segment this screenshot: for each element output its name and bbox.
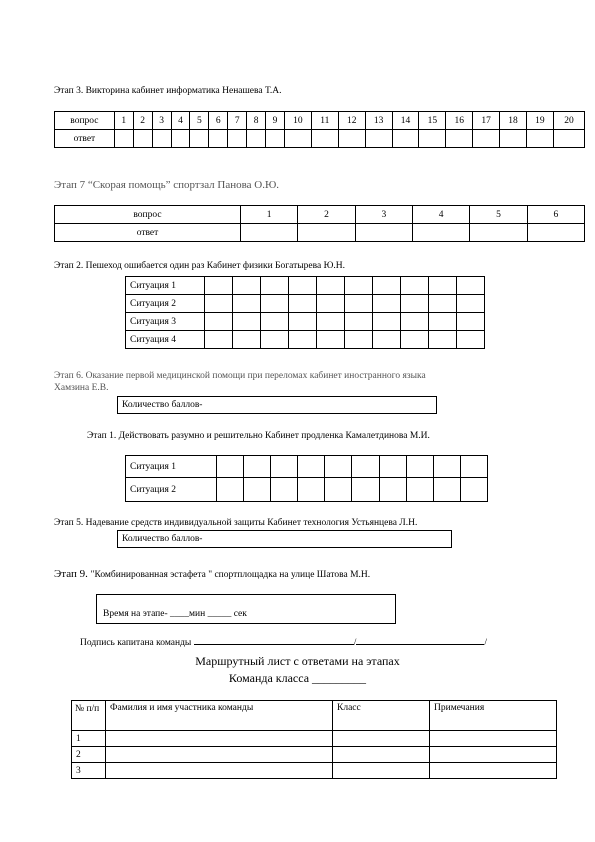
- answer-cell[interactable]: [266, 130, 285, 148]
- answer-cell[interactable]: [460, 456, 487, 478]
- answer-cell[interactable]: [412, 224, 469, 242]
- answer-cell[interactable]: [373, 295, 401, 313]
- situation-label: Ситуация 1: [126, 277, 205, 295]
- situation-label: Ситуация 2: [126, 295, 205, 313]
- answer-cell[interactable]: [233, 331, 261, 349]
- stage7-number: 3: [355, 206, 412, 224]
- answer-cell[interactable]: [228, 130, 247, 148]
- answer-cell[interactable]: [271, 478, 298, 502]
- answer-cell[interactable]: [171, 130, 190, 148]
- row-number: 3: [72, 763, 106, 779]
- stage7-number: 2: [298, 206, 355, 224]
- stage3-number: 20: [553, 112, 584, 130]
- answer-cell[interactable]: [289, 295, 317, 313]
- stage3-number: 12: [338, 112, 365, 130]
- answer-cell[interactable]: [446, 130, 473, 148]
- name-cell[interactable]: [106, 747, 333, 763]
- stage9-title-text: "Комбинированная эстафета " спортплощадка на улице Шатова М.Н.: [90, 570, 371, 580]
- signature-label: Подпись капитана команды: [80, 638, 192, 648]
- answer-cell[interactable]: [401, 313, 429, 331]
- stage3-number: 17: [473, 112, 500, 130]
- signature-line[interactable]: [194, 644, 354, 645]
- answer-cell[interactable]: [261, 295, 289, 313]
- header-number: № п/п: [72, 701, 106, 731]
- route-heading: Маршрутный лист с ответами на этапах: [195, 654, 400, 668]
- stage3-number: 3: [152, 112, 171, 130]
- answer-cell[interactable]: [271, 456, 298, 478]
- answer-cell[interactable]: [460, 478, 487, 502]
- stage6-title-line1: Этап 6. Оказание первой медицинской помощи при переломах кабинет иностранного языка: [54, 371, 426, 381]
- route-team: Команда класса _________: [228, 671, 367, 685]
- answer-cell[interactable]: [317, 331, 345, 349]
- answer-cell[interactable]: [379, 478, 406, 502]
- stage5-score-box[interactable]: Количество баллов-: [117, 530, 452, 548]
- answer-cell[interactable]: [406, 478, 433, 502]
- situation-label: Ситуация 1: [126, 456, 217, 478]
- stage2-table: [125, 276, 485, 349]
- answer-cell[interactable]: [379, 456, 406, 478]
- stage3-number: 6: [209, 112, 228, 130]
- answer-cell[interactable]: [401, 295, 429, 313]
- situation-label: Ситуация 3: [126, 313, 205, 331]
- stage2-title: Этап 2. Пешеход ошибается один раз Кабинет физики Богатырева Ю.Н.: [54, 261, 345, 271]
- answer-cell[interactable]: [190, 130, 209, 148]
- answer-cell[interactable]: [401, 277, 429, 295]
- stage3-number: 19: [526, 112, 553, 130]
- answer-cell[interactable]: [233, 277, 261, 295]
- answer-cell[interactable]: [217, 478, 244, 502]
- signature-slash-end: /: [484, 638, 487, 648]
- stage3-number: 11: [311, 112, 338, 130]
- captain-signature: [80, 638, 487, 648]
- stage7-number: 4: [412, 206, 469, 224]
- answer-cell[interactable]: [527, 224, 584, 242]
- answer-cell[interactable]: [325, 478, 352, 502]
- class-cell[interactable]: [333, 763, 430, 779]
- answer-cell[interactable]: [298, 224, 355, 242]
- answer-cell[interactable]: [261, 277, 289, 295]
- stage1-title: Этап 1. Действовать разумно и решительно Кабинет продленка Камалетдинова М.И.: [87, 431, 430, 441]
- answer-cell[interactable]: [205, 331, 233, 349]
- name-cell[interactable]: [106, 763, 333, 779]
- answer-cell[interactable]: [457, 331, 485, 349]
- stage6-title-line2: Хамзина Е.В.: [54, 383, 109, 393]
- stage3-number: 4: [171, 112, 190, 130]
- situation-label: Ситуация 2: [126, 478, 217, 502]
- answer-cell[interactable]: [500, 130, 527, 148]
- stage3-number: 14: [392, 112, 419, 130]
- answer-cell[interactable]: [429, 313, 457, 331]
- answer-cell[interactable]: [345, 331, 373, 349]
- answer-cell[interactable]: [289, 277, 317, 295]
- stage3-number: 16: [446, 112, 473, 130]
- answer-cell[interactable]: [352, 478, 379, 502]
- stage3-number: 9: [266, 112, 285, 130]
- row-number: 2: [72, 747, 106, 763]
- stage7-question-label: вопрос: [55, 206, 241, 224]
- answer-cell[interactable]: [289, 331, 317, 349]
- stage3-number: 8: [247, 112, 266, 130]
- signature-slash: /: [353, 638, 357, 648]
- stage7-number: 1: [241, 206, 298, 224]
- stage9-title: [54, 564, 370, 582]
- stage1-table: [125, 455, 488, 502]
- answer-cell[interactable]: [401, 331, 429, 349]
- answer-cell[interactable]: [284, 130, 311, 148]
- answer-cell[interactable]: [457, 295, 485, 313]
- answer-cell[interactable]: [317, 295, 345, 313]
- answer-cell[interactable]: [433, 478, 460, 502]
- name-cell[interactable]: [106, 731, 333, 747]
- stage9-title-prefix: Этап 9.: [54, 568, 91, 580]
- answer-cell[interactable]: [429, 331, 457, 349]
- answer-cell[interactable]: [373, 277, 401, 295]
- answer-cell[interactable]: [133, 130, 152, 148]
- answer-cell[interactable]: [209, 130, 228, 148]
- answer-cell[interactable]: [553, 130, 584, 148]
- class-cell[interactable]: [333, 731, 430, 747]
- stage3-number: 15: [419, 112, 446, 130]
- stage3-number: 1: [114, 112, 133, 130]
- answer-cell[interactable]: [473, 130, 500, 148]
- stage3-table: [54, 111, 585, 148]
- notes-cell[interactable]: [430, 763, 557, 779]
- stage3-number: 13: [365, 112, 392, 130]
- notes-cell[interactable]: [430, 731, 557, 747]
- stage7-number: 5: [470, 206, 527, 224]
- answer-cell[interactable]: [352, 456, 379, 478]
- answer-cell[interactable]: [526, 130, 553, 148]
- stage9-time-label: Время на этапе- ____мин _____ сек: [103, 609, 247, 619]
- answer-cell[interactable]: [311, 130, 338, 148]
- answer-cell[interactable]: [241, 224, 298, 242]
- stage6-score-box[interactable]: Количество баллов-: [117, 396, 437, 414]
- answer-cell[interactable]: [433, 456, 460, 478]
- answer-cell[interactable]: [317, 313, 345, 331]
- stage5-title: Этап 5. Надевание средств индивидуальной защиты Кабинет технология Устьянцева Л.Н.: [54, 518, 418, 528]
- stage3-number: 5: [190, 112, 209, 130]
- answer-cell[interactable]: [373, 313, 401, 331]
- notes-cell[interactable]: [430, 747, 557, 763]
- answer-cell[interactable]: [217, 456, 244, 478]
- header-class: Класс: [333, 701, 430, 731]
- stage3-number: 10: [284, 112, 311, 130]
- row-number: 1: [72, 731, 106, 747]
- answer-cell[interactable]: [345, 313, 373, 331]
- answer-cell[interactable]: [244, 456, 271, 478]
- signature-name-line[interactable]: [356, 644, 484, 645]
- stage7-table: [54, 205, 585, 242]
- stage7-title: Этап 7 “Скорая помощь” спортзал Панова О.Ю.: [54, 179, 280, 191]
- answer-cell[interactable]: [325, 456, 352, 478]
- answer-cell[interactable]: [289, 313, 317, 331]
- stage7-number: 6: [527, 206, 584, 224]
- header-name: Фамилия и имя участника команды: [106, 701, 333, 731]
- answer-cell[interactable]: [345, 277, 373, 295]
- stage3-number: 7: [228, 112, 247, 130]
- answer-cell[interactable]: [114, 130, 133, 148]
- answer-cell[interactable]: [233, 313, 261, 331]
- answer-cell[interactable]: [261, 331, 289, 349]
- answer-cell[interactable]: [365, 130, 392, 148]
- stage9-time-box[interactable]: [96, 594, 396, 624]
- answer-cell[interactable]: [373, 331, 401, 349]
- stage3-question-label: вопрос: [55, 112, 115, 130]
- header-notes: Примечания: [430, 701, 557, 731]
- situation-label: Ситуация 4: [126, 331, 205, 349]
- stage7-answer-label: ответ: [55, 224, 241, 242]
- answer-cell[interactable]: [244, 478, 271, 502]
- answer-cell[interactable]: [247, 130, 266, 148]
- route-table: [71, 700, 557, 779]
- answer-cell[interactable]: [406, 456, 433, 478]
- stage3-title: Этап 3. Викторина кабинет информатика Ненашева Т.А.: [54, 86, 282, 96]
- answer-cell[interactable]: [392, 130, 419, 148]
- answer-cell[interactable]: [419, 130, 446, 148]
- answer-cell[interactable]: [338, 130, 365, 148]
- answer-cell[interactable]: [457, 313, 485, 331]
- answer-cell[interactable]: [205, 295, 233, 313]
- answer-cell[interactable]: [470, 224, 527, 242]
- answer-cell[interactable]: [298, 456, 325, 478]
- answer-cell[interactable]: [345, 295, 373, 313]
- answer-cell[interactable]: [205, 313, 233, 331]
- stage3-number: 2: [133, 112, 152, 130]
- answer-cell[interactable]: [429, 277, 457, 295]
- class-cell[interactable]: [333, 747, 430, 763]
- stage3-number: 18: [500, 112, 527, 130]
- answer-cell[interactable]: [429, 295, 457, 313]
- answer-cell[interactable]: [317, 277, 345, 295]
- stage3-answer-label: ответ: [55, 130, 115, 148]
- answer-cell[interactable]: [205, 277, 233, 295]
- answer-cell[interactable]: [298, 478, 325, 502]
- answer-cell[interactable]: [233, 295, 261, 313]
- answer-cell[interactable]: [457, 277, 485, 295]
- answer-cell[interactable]: [261, 313, 289, 331]
- answer-cell[interactable]: [355, 224, 412, 242]
- answer-cell[interactable]: [152, 130, 171, 148]
